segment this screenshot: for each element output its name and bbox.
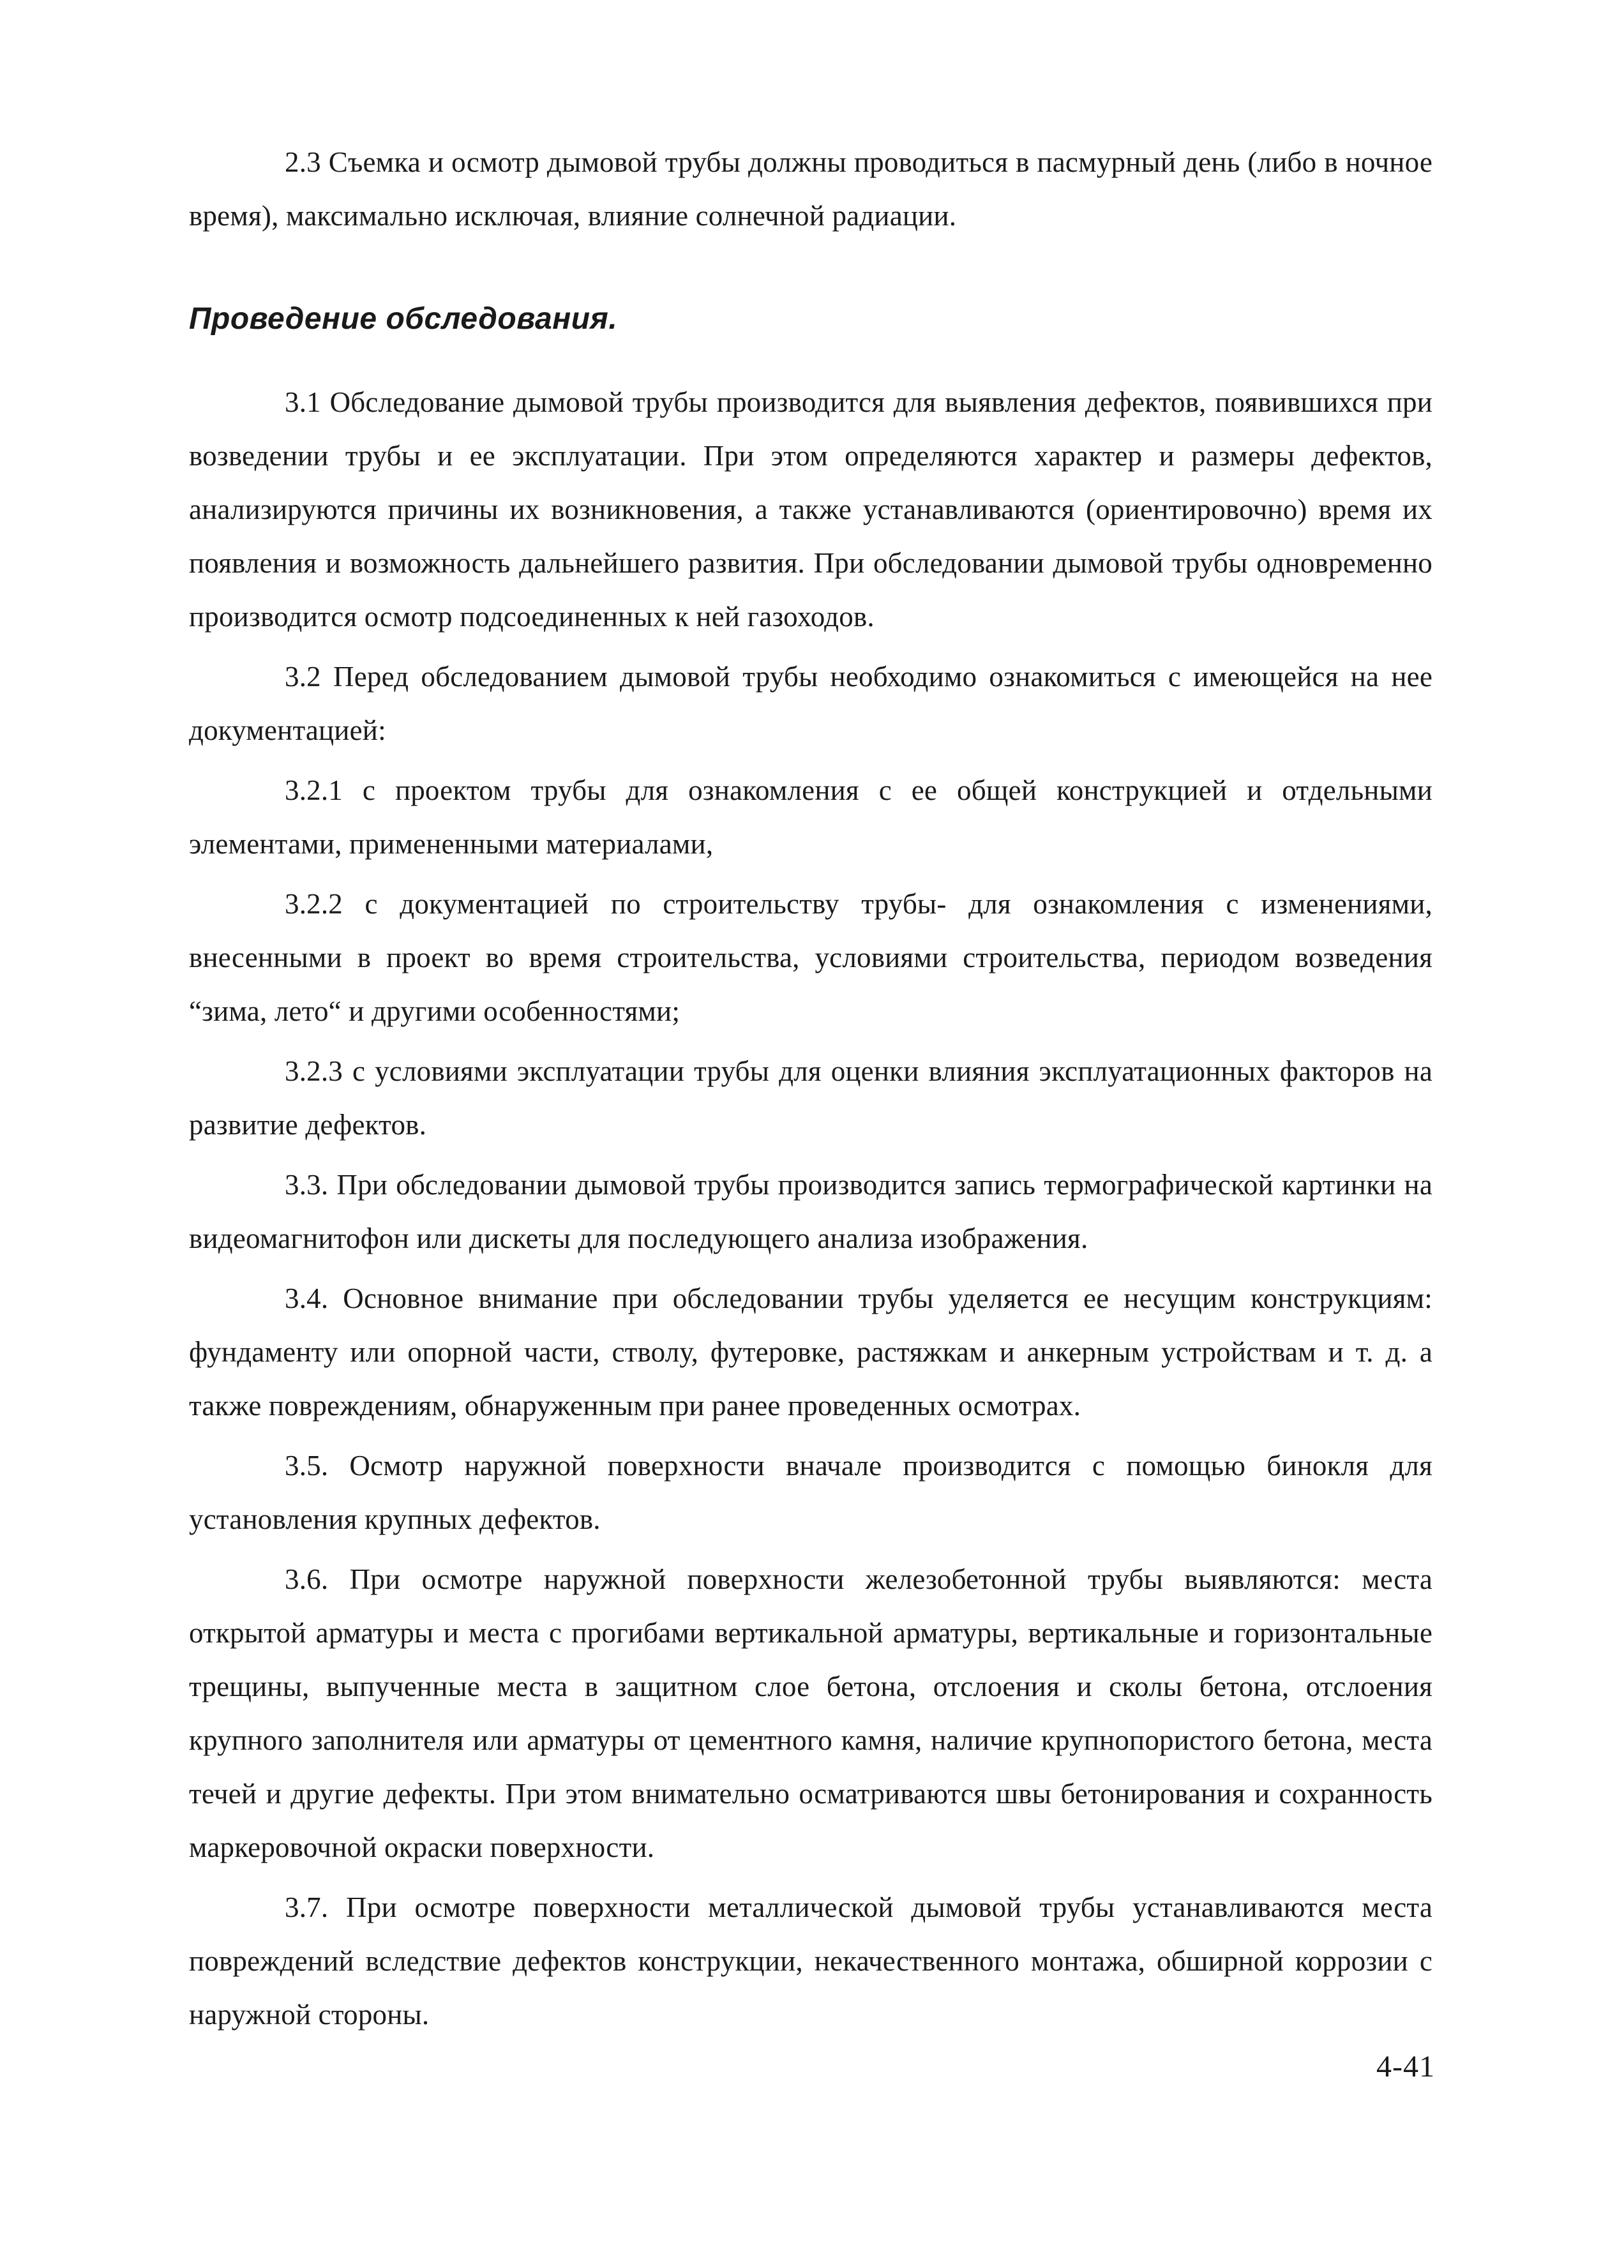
paragraph-3-2-1: 3.2.1 с проектом трубы для ознакомления с ее общей конструкцией и отдельными элементами, примененными материалами,	[189, 774, 1432, 860]
paragraph-3-7: 3.7. При осмотре поверхности металлической дымовой трубы устанавливаются места повреждений вследствие дефектов конструкции, некачественного монтажа, обширной коррозии с наружной стороны.	[189, 1891, 1432, 2031]
paragraph-3-4: 3.4. Основное внимание при обследовании трубы уделяется ее несущим конструкциям: фундаменту или опорной части, стволу, футеровке, растяжкам и анкерным устройствам и т. д. а также повреждениям, обнаруженным при ранее проведенных осмотрах.	[189, 1282, 1432, 1422]
paragraph-3-2-3: 3.2.3 с условиями эксплуатации трубы для оценки влияния эксплуатационных факторов на развитие дефектов.	[189, 1055, 1432, 1141]
page-number: 4-41	[1376, 2050, 1435, 2084]
paragraph-2-3: 2.3 Съемка и осмотр дымовой трубы должны проводиться в пасмурный день (либо в ночное время), максимально исключая, влияние солнечной радиации.	[189, 146, 1432, 232]
paragraph-3-2: 3.2 Перед обследованием дымовой трубы необходимо ознакомиться с имеющейся на нее документацией:	[189, 661, 1432, 746]
paragraph-3-3: 3.3. При обследовании дымовой трубы производится запись термографической картинки на видеомагнитофон или дискеты для последующего анализа изображения.	[189, 1169, 1432, 1254]
paragraph-3-6: 3.6. При осмотре наружной поверхности железобетонной трубы выявляются: места открытой арматуры и места с прогибами вертикальной арматуры, вертикальные и горизонтальные трещины, выпученные места в защитном слое бетона, отслоения и сколы бетона, отслоения крупного заполнителя или арматуры от цементного камня, наличие крупнопористого бетона, места течей и другие дефекты. При этом внимательно осматриваются швы бетонирования и сохранность маркеровочной окраски поверхности.	[189, 1563, 1432, 1863]
document-body	[189, 135, 1432, 2048]
paragraph-3-5: 3.5. Осмотр наружной поверхности вначале производится с помощью бинокля для установления крупных дефектов.	[189, 1450, 1432, 1535]
paragraph-3-2-2: 3.2.2 с документацией по строительству трубы- для ознакомления с изменениями, внесенными в проект во время строительства, условиями строительства, периодом возведения “зима, лето“ и другими особенностями;	[189, 888, 1432, 1027]
section-heading: Проведение обследования.	[189, 302, 618, 336]
paragraph-3-1: 3.1 Обследование дымовой трубы производится для выявления дефектов, появившихся при возведении трубы и ее эксплуатации. При этом определяются характер и размеры дефектов, анализируются причины их возникновения, а также устанавливаются (ориентировочно) время их появления и возможность дальнейшего развития. При обследовании дымовой трубы одновременно производится осмотр подсоединенных к ней газоходов.	[189, 386, 1432, 633]
